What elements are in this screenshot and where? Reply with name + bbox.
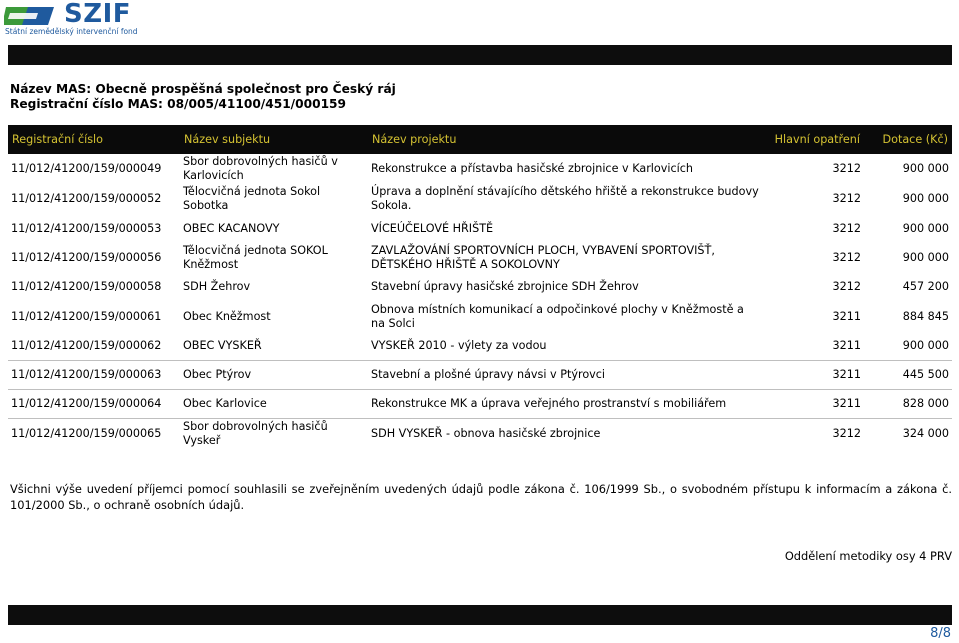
mas-reg-number: Registrační číslo MAS: 08/005/41100/451/000159 [10, 97, 347, 111]
cell-reg: 11/012/41200/159/000058 [11, 280, 162, 293]
cell-subject: Obec Karlovice [180, 389, 368, 418]
cell-project: Úprava a doplnění stávajícího dětského hřiště a rekonstrukce budovy Sokola. [371, 185, 759, 212]
cell-project: SDH VYSKEŘ - obnova hasičské zbrojnice [371, 426, 601, 440]
cell-reg: 11/012/41200/159/000052 [11, 192, 162, 205]
table-row [8, 418, 952, 449]
cell-project: VÍCEÚČELOVÉ HŘIŠTĚ [371, 221, 494, 235]
mas-heading [10, 82, 396, 112]
cell-project: Stavební úpravy hasičské zbrojnice SDH Žehrov [371, 280, 639, 293]
table-row [8, 360, 952, 389]
cell-grant: 884 845 [902, 309, 949, 323]
col-project: Název projektu [368, 125, 763, 154]
cell-measure: 3212 [832, 192, 861, 205]
col-grant: Dotace (Kč) [864, 125, 952, 154]
cell-reg: 11/012/41200/159/000049 [11, 162, 162, 175]
cell-subject: Tělocvičná jednota SOKOL Kněžmost [183, 244, 328, 271]
szif-logo-mark-icon [4, 3, 60, 27]
cell-subject: OBEC VYSKEŘ [180, 332, 368, 360]
cell-grant: 324 000 [902, 426, 949, 440]
cell-subject: OBEC KACANOVY [183, 221, 280, 235]
cell-measure: 3212 [832, 251, 861, 264]
cell-subject: Sbor dobrovolných hasičů Vyskeř [183, 419, 328, 447]
cell-grant: 445 500 [864, 360, 952, 389]
table-row [8, 154, 952, 184]
cell-measure: 3212 [832, 280, 861, 293]
cell-measure: 3212 [832, 221, 861, 235]
cell-measure: 3212 [832, 162, 861, 175]
cell-project: ZAVLAŽOVÁNÍ SPORTOVNÍCH PLOCH, VYBAVENÍ SPORTOVIŠŤ, DĚTSKÉHO HŘIŠTĚ A SOKOLOVNY [371, 244, 715, 271]
cell-grant: 828 000 [864, 389, 952, 418]
cell-measure: 3212 [832, 426, 861, 440]
table-header-row [8, 125, 952, 154]
col-measure: Hlavní opatření [763, 125, 864, 154]
cell-measure: 3211 [763, 332, 864, 360]
cell-reg: 11/012/41200/159/000056 [11, 251, 162, 264]
table-row [8, 332, 952, 360]
table-row [8, 301, 952, 332]
projects-table [8, 125, 952, 449]
table-row [8, 273, 952, 301]
cell-reg: 11/012/41200/159/000062 [8, 332, 180, 360]
cell-project: Rekonstrukce MK a úprava veřejného prostranství s mobiliářem [368, 389, 763, 418]
cell-project: Obnova místních komunikací a odpočinkové plochy v Kněžmostě a na Solci [371, 302, 744, 330]
cell-subject: Tělocvičná jednota Sokol Sobotka [183, 185, 321, 212]
cell-subject: SDH Žehrov [183, 280, 251, 293]
page-number: 8/8 [930, 626, 951, 641]
cell-grant: 900 000 [902, 251, 949, 264]
logo-wordmark: SZIF [64, 0, 132, 29]
department-label: Oddělení metodiky osy 4 PRV [784, 549, 952, 563]
cell-grant: 900 000 [902, 221, 949, 235]
cell-grant: 900 000 [864, 332, 952, 360]
cell-measure: 3211 [832, 309, 861, 323]
cell-reg: 11/012/41200/159/000064 [8, 389, 180, 418]
table-row [8, 214, 952, 243]
cell-subject: Obec Kněžmost [183, 309, 271, 323]
col-subject: Název subjektu [180, 125, 368, 154]
cell-grant: 900 000 [902, 162, 949, 175]
cell-reg: 11/012/41200/159/000061 [11, 309, 162, 323]
cell-project: VYSKEŘ 2010 - výlety za vodou [368, 332, 763, 360]
szif-logo [4, 2, 154, 38]
mas-name: Název MAS: Obecně prospěšná společnost pro Český ráj [10, 82, 396, 96]
cell-subject: Obec Ptýrov [180, 360, 368, 389]
table-row [8, 184, 952, 214]
consent-note: Všichni výše uvedení příjemci pomocí souhlasili se zveřejněním uvedených údajů podle zákona č. 106/1999 Sb., o svobodném přístupu k informacím a zákona č. 101/2000 Sb., o ochraně osobních údajů. [10, 482, 952, 512]
cell-reg: 11/012/41200/159/000063 [8, 360, 180, 389]
cell-reg: 11/012/41200/159/000065 [11, 426, 162, 440]
table-row [8, 243, 952, 273]
header-bar [8, 45, 952, 65]
cell-project: Stavební a plošné úpravy návsi v Ptýrovci [368, 360, 763, 389]
cell-measure: 3211 [763, 360, 864, 389]
cell-reg: 11/012/41200/159/000053 [11, 221, 162, 235]
cell-subject: Sbor dobrovolných hasičů v Karlovicích [183, 155, 338, 182]
table-row [8, 389, 952, 418]
cell-grant: 900 000 [902, 192, 949, 205]
cell-grant: 457 200 [902, 280, 949, 293]
col-reg: Registrační číslo [8, 125, 180, 154]
cell-measure: 3211 [763, 389, 864, 418]
logo-subtitle: Státní zemědělský intervenční fond [5, 27, 138, 36]
cell-project: Rekonstrukce a přístavba hasičské zbrojnice v Karlovicích [371, 162, 693, 175]
footer-bar [8, 605, 952, 625]
